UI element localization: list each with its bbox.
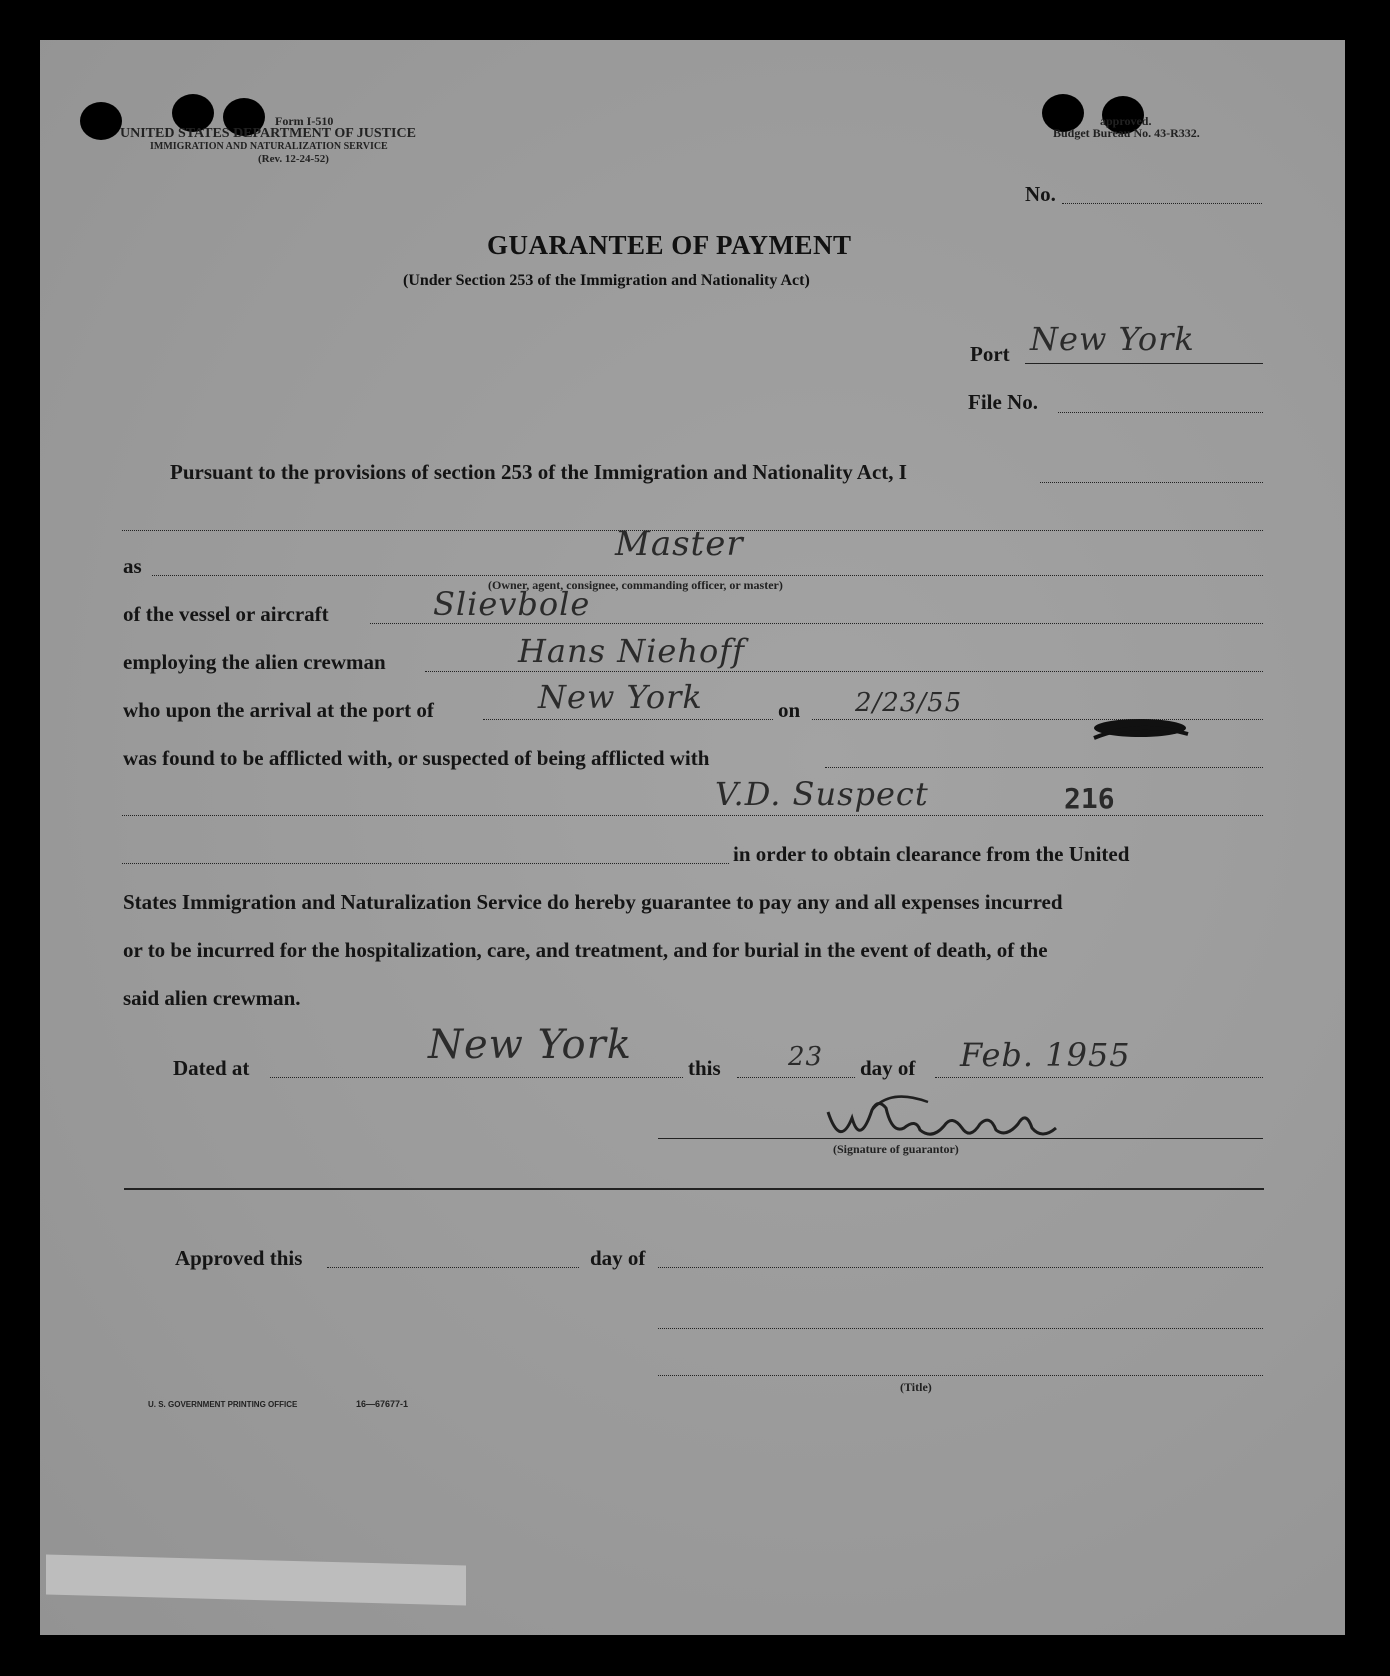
arrival-port-field[interactable] [483,719,773,720]
no-label: No. [1025,182,1056,206]
vessel-value: Slievbole [433,585,591,623]
revision: (Rev. 12-24-52) [258,153,329,165]
form-subtitle: (Under Section 253 of the Immigration and Nationality Act) [403,272,810,289]
month-year-value: Feb. 1955 [960,1036,1131,1074]
arrival-port-value: New York [538,678,703,716]
approved-day-field[interactable] [327,1267,579,1268]
crewman-value: Hans Niehoff [518,632,745,670]
port-label: Port [970,342,1010,366]
crewman-label: employing the alien crewman [123,650,386,674]
no-field[interactable] [1062,203,1262,204]
this-label: this [688,1056,721,1080]
afflicted-label: was found to be afflicted with, or suspected of being afflicted with [123,746,710,770]
scribble-mark [1088,710,1193,750]
affliction-field-2[interactable] [122,815,1263,816]
approver-title-field[interactable] [658,1375,1263,1376]
as-label: as [123,554,142,578]
signature-caption: (Signature of guarantor) [833,1142,959,1156]
department: UNITED STATES DEPARTMENT OF JUSTICE [120,126,416,141]
vessel-field[interactable] [370,623,1263,624]
dated-at-label: Dated at [173,1056,250,1080]
pursuant-text: Pursuant to the provisions of section 253 of the Immigration and Nationality Act, I [170,460,907,484]
dated-at-value: New York [428,1022,632,1068]
file-no-label: File No. [968,390,1038,414]
form-title: GUARANTEE OF PAYMENT [487,230,852,260]
approved-month-field[interactable] [658,1267,1263,1268]
port-value: New York [1030,320,1195,358]
clearance-text: in order to obtain clearance from the United [733,842,1130,866]
guarantee-text-1: States Immigration and Naturalization Service do hereby guarantee to pay any and all expenses incurred [123,890,1063,914]
affliction-field[interactable] [825,767,1263,768]
affliction-field-3[interactable] [122,863,729,864]
guarantor-signature [820,1088,1080,1150]
arrival-date-field[interactable] [812,719,1263,720]
day-value: 23 [788,1042,824,1072]
approved-day-of-label: day of [590,1246,646,1270]
file-no-field[interactable] [1058,412,1263,413]
budget-bureau: Budget Bureau No. 43-R332. [1053,126,1200,140]
port-field[interactable] [1025,363,1263,364]
approver-signature-field[interactable] [658,1328,1263,1329]
punch-hole [80,102,122,140]
title-caption: (Title) [900,1380,932,1394]
as-caption: (Owner, agent, consignee, commanding officer, or master) [488,578,783,592]
section-divider [124,1188,1264,1190]
form-number: Form I-510 [275,114,334,128]
guarantor-name-field[interactable] [1040,482,1263,483]
day-field[interactable] [737,1077,855,1078]
form-page [40,40,1345,1635]
guarantee-text-3: said alien crewman. [123,986,301,1010]
guarantee-text-2: or to be incurred for the hospitalization, care, and treatment, and for burial in the event of death, of the [123,938,1048,962]
arrival-date-value: 2/23/55 [855,688,963,718]
as-value: Master [615,524,744,564]
affliction-value: V.D. Suspect [715,775,929,813]
arrival-port-label: who upon the arrival at the port of [123,698,434,722]
crewman-field[interactable] [425,671,1263,672]
as-field[interactable] [152,575,1263,576]
affliction-code: 216 [1064,782,1115,815]
on-label: on [778,698,801,722]
approval-note: approved. [1100,114,1152,128]
approved-label: Approved this [175,1246,303,1270]
printing-office: U. S. GOVERNMENT PRINTING OFFICE [148,1400,298,1409]
day-of-label: day of [860,1056,916,1080]
month-year-field[interactable] [935,1077,1263,1078]
dated-at-field[interactable] [270,1077,683,1078]
service: IMMIGRATION AND NATURALIZATION SERVICE [150,141,388,152]
vessel-label: of the vessel or aircraft [123,602,329,626]
print-code: 16—67677-1 [356,1399,409,1409]
